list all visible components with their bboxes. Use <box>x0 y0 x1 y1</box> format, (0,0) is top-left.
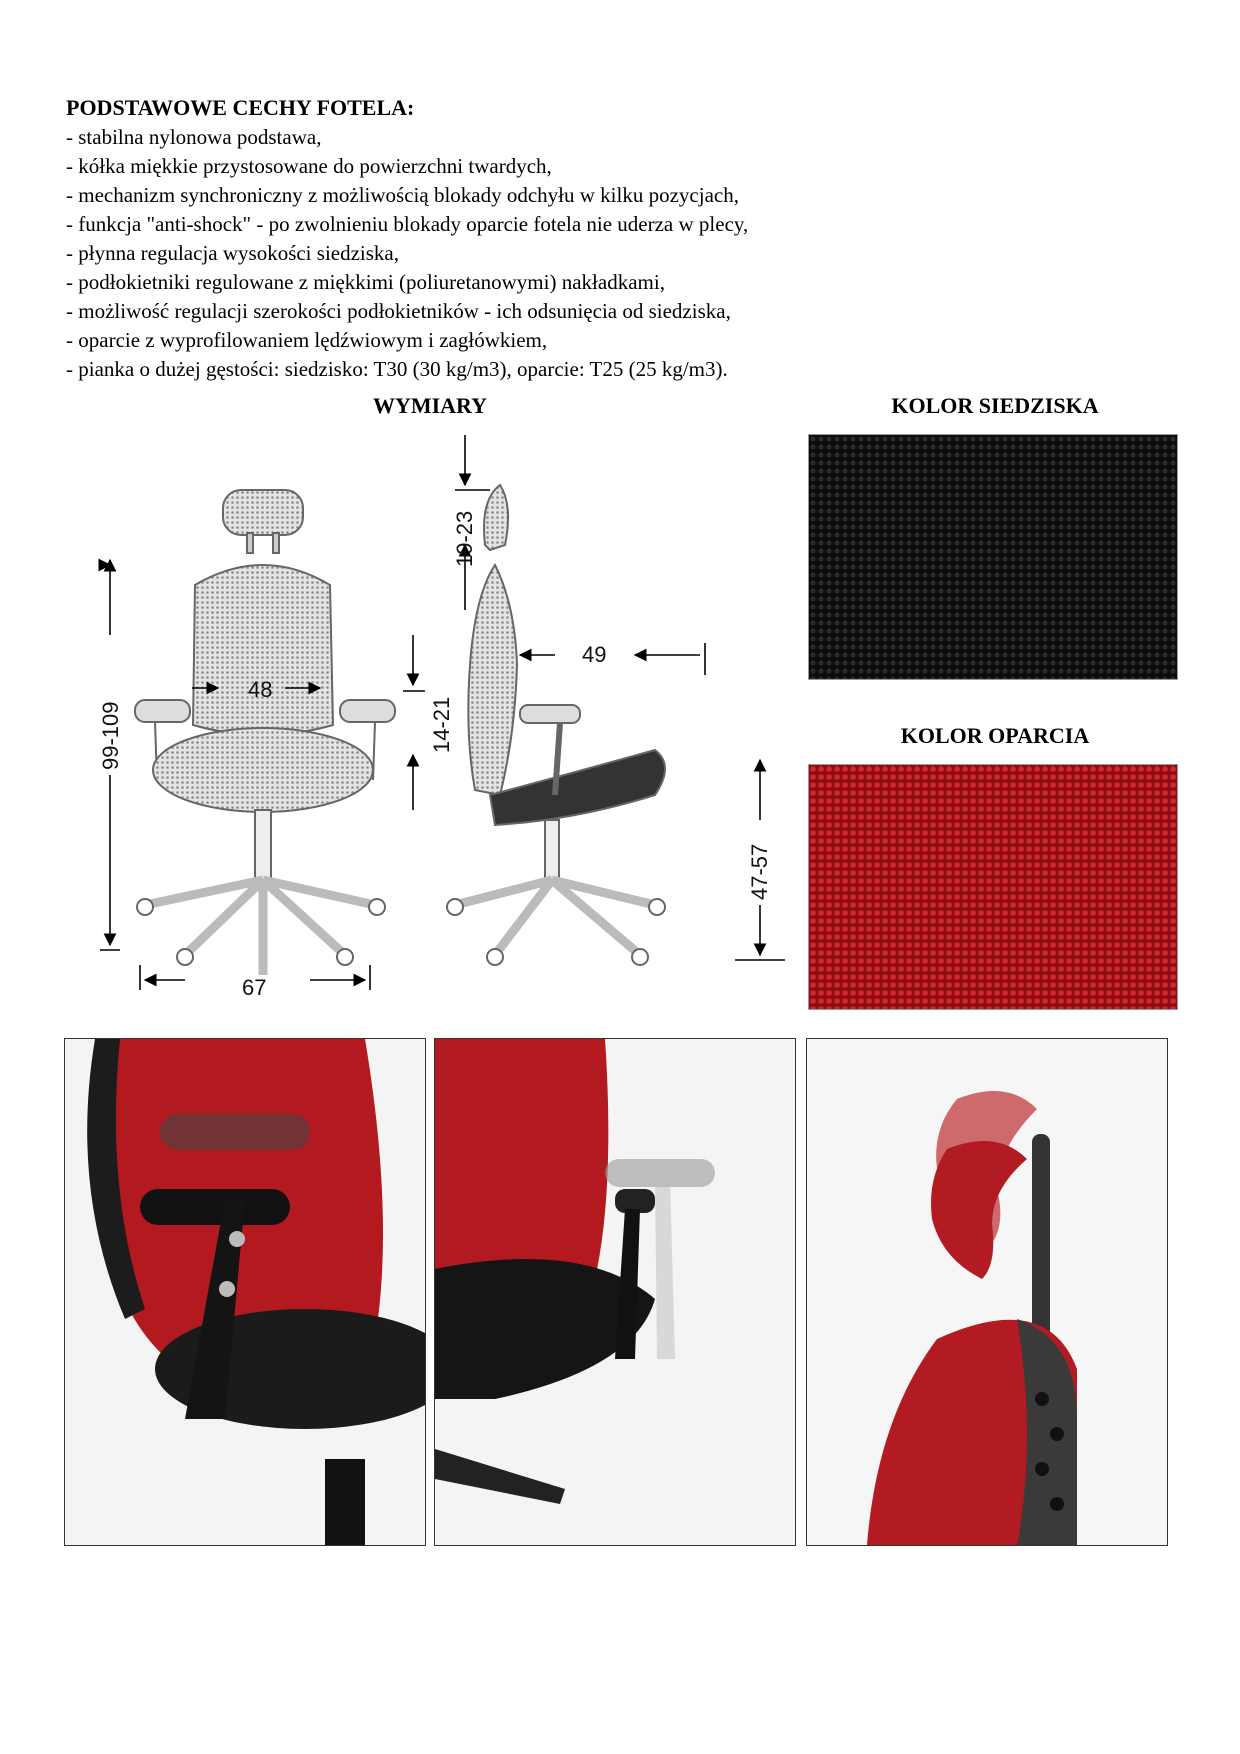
feature-item: - podłokietniki regulowane z miękkimi (poliuretanowymi) nakładkami, <box>66 268 1166 297</box>
headrest-photo <box>806 1038 1168 1546</box>
width-back-label: 48 <box>248 677 273 702</box>
feature-item: - oparcie z wyprofilowaniem lędźwiowym i zagłówkiem, <box>66 326 1166 355</box>
height-total-label: 99-109 <box>98 701 123 770</box>
back-color-title: KOLOR OPARCIA <box>900 723 1090 748</box>
features-section <box>66 94 1166 384</box>
dimensions-title: WYMIARY <box>372 393 488 418</box>
feature-item: - funkcja "anti-shock" - po zwolnieniu blokady oparcie fotela nie uderza w plecy, <box>66 210 1166 239</box>
feature-item: - pianka o dużej gęstości: siedzisko: T30 (30 kg/m3), oparcie: T25 (25 kg/m3). <box>66 355 1166 384</box>
depth-label: 49 <box>582 642 607 667</box>
armrest-photo <box>64 1038 426 1546</box>
dimensions-drawing <box>95 435 795 1010</box>
features-heading: PODSTAWOWE CECHY FOTELA: <box>66 95 415 120</box>
armrest-adjust-photo <box>434 1038 796 1546</box>
feature-item: - płynna regulacja wysokości siedziska, <box>66 239 1166 268</box>
back-color-swatch <box>808 764 1178 1010</box>
seat-color-swatch <box>808 434 1178 680</box>
feature-item: - kółka miękkie przystosowane do powierzchni twardych, <box>66 152 1166 181</box>
seat-color-title: KOLOR SIEDZISKA <box>891 393 1099 418</box>
armrest-adjust-icon <box>435 1039 795 1545</box>
armrest-icon <box>65 1039 425 1545</box>
features-list <box>66 123 1166 384</box>
seat-height-label: 47-57 <box>747 843 772 900</box>
red-fabric-texture <box>809 765 1177 1009</box>
width-base-label: 67 <box>242 975 267 1000</box>
black-fabric-texture <box>809 435 1177 679</box>
feature-item: - możliwość regulacji szerokości podłokietników - ich odsunięcia od siedziska, <box>66 297 1166 326</box>
headrest-icon <box>807 1039 1167 1545</box>
feature-item: - mechanizm synchroniczny z możliwością blokady odchyłu w kilku pozycjach, <box>66 181 1166 210</box>
chair-diagram <box>95 435 795 1010</box>
chair-side-view <box>447 485 665 965</box>
chair-front-view <box>135 490 395 975</box>
headrest-label: 19-23 <box>452 510 477 567</box>
armrest-label: 14-21 <box>429 696 454 753</box>
feature-item: - stabilna nylonowa podstawa, <box>66 123 1166 152</box>
